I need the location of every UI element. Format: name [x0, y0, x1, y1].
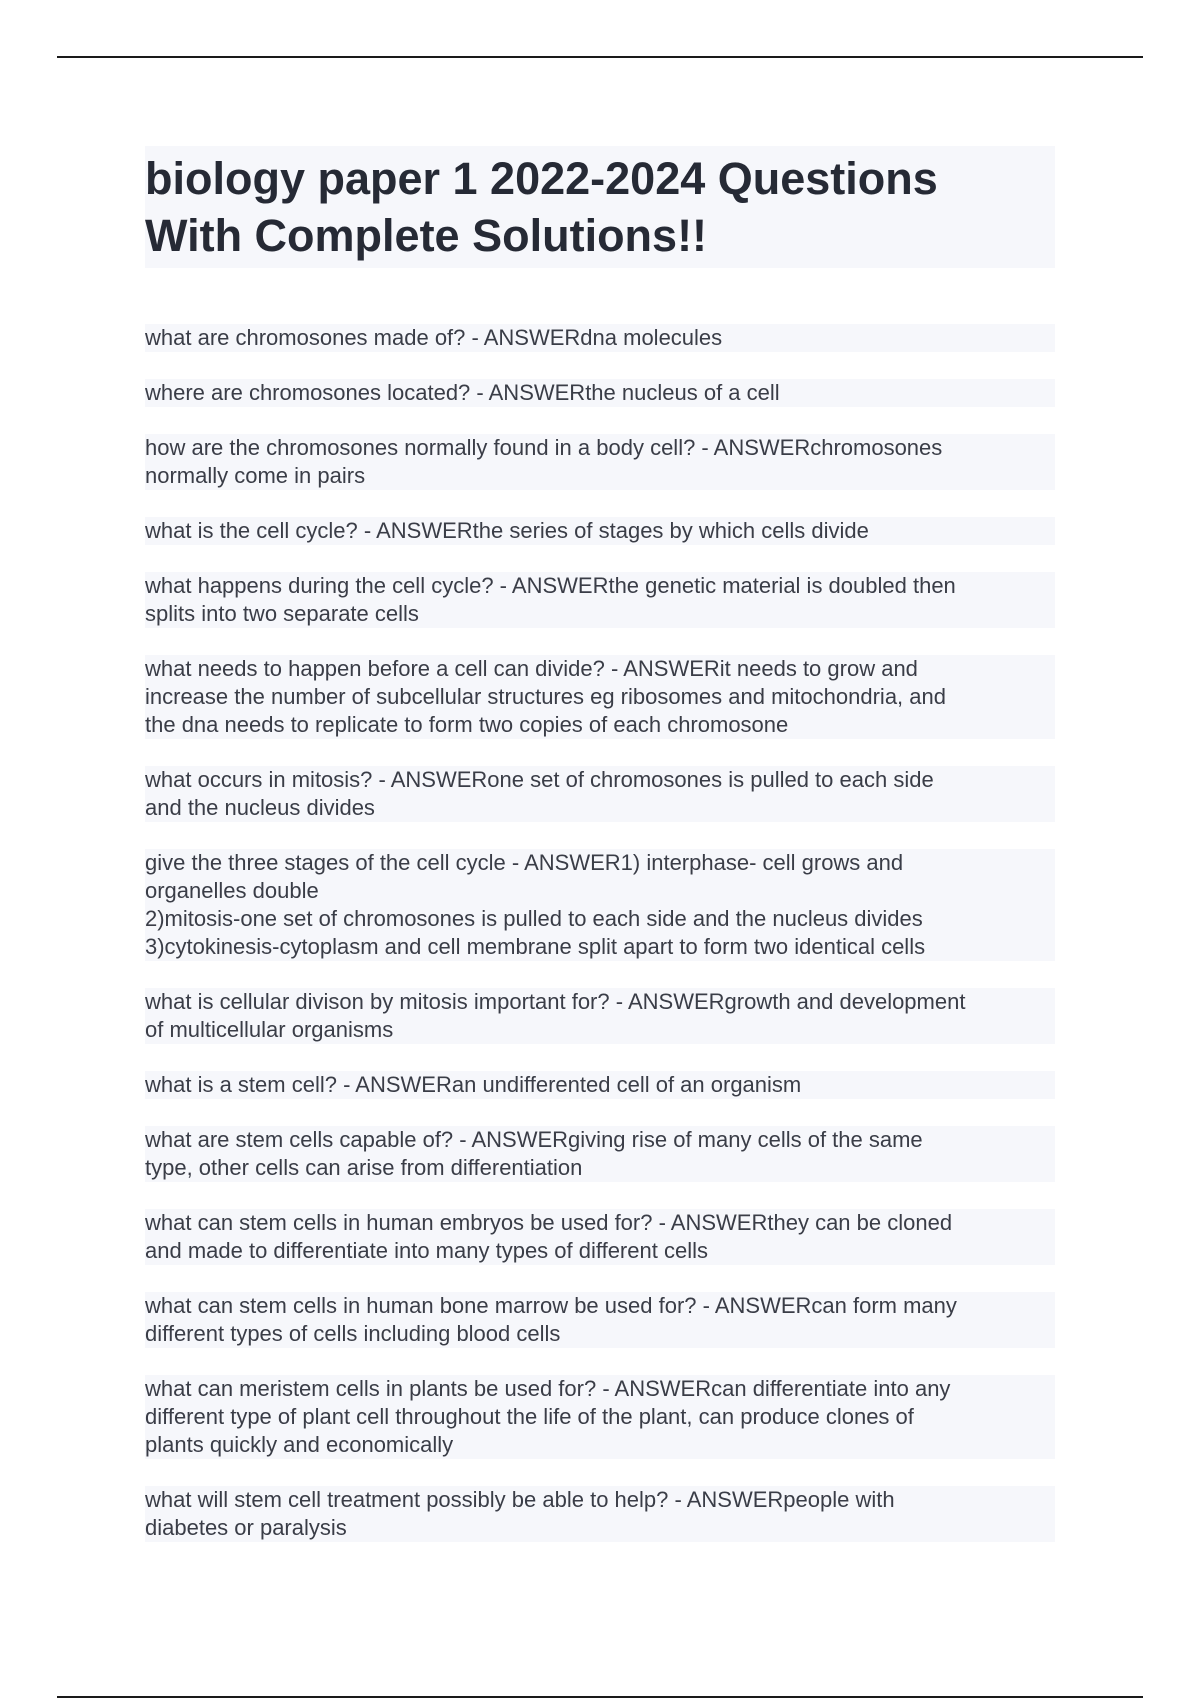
footer-rule — [57, 1696, 1143, 1698]
qa-item — [145, 849, 1055, 961]
qa-line: what is the cell cycle? - ANSWERthe series of stages by which cells divide — [145, 518, 869, 543]
qa-line: what can meristem cells in plants be used for? - ANSWERcan differentiate into any — [145, 1376, 951, 1401]
qa-item — [145, 1486, 1055, 1542]
qa-line: what happens during the cell cycle? - ANSWERthe genetic material is doubled then — [145, 573, 956, 598]
title-line-1: biology paper 1 2022-2024 Questions — [145, 153, 938, 204]
qa-line: different type of plant cell throughout the life of the plant, can produce clones of — [145, 1404, 914, 1429]
qa-line: increase the number of subcellular structures eg ribosomes and mitochondria, and — [145, 684, 946, 709]
qa-line: organelles double — [145, 878, 319, 903]
qa-item — [145, 572, 1055, 628]
qa-line: normally come in pairs — [145, 463, 366, 488]
qa-item — [145, 517, 1055, 545]
qa-item — [145, 324, 1055, 352]
qa-line: and the nucleus divides — [145, 795, 375, 820]
qa-line: type, other cells can arise from differentiation — [145, 1155, 583, 1180]
qa-item — [145, 1126, 1055, 1182]
qa-item — [145, 988, 1055, 1044]
qa-line: what will stem cell treatment possibly be able to help? - ANSWERpeople with — [145, 1487, 895, 1512]
qa-line: what occurs in mitosis? - ANSWERone set of chromosones is pulled to each side — [145, 767, 934, 792]
qa-line: where are chromosones located? - ANSWERthe nucleus of a cell — [145, 380, 780, 405]
qa-line: what is cellular divison by mitosis important for? - ANSWERgrowth and development — [145, 989, 966, 1014]
qa-line: what are stem cells capable of? - ANSWERgiving rise of many cells of the same — [145, 1127, 923, 1152]
qa-list — [145, 324, 1055, 1542]
qa-line: what needs to happen before a cell can divide? - ANSWERit needs to grow and — [145, 656, 918, 681]
qa-item — [145, 766, 1055, 822]
qa-line: splits into two separate cells — [145, 601, 419, 626]
qa-line: give the three stages of the cell cycle - ANSWER1) interphase- cell grows and — [145, 850, 904, 875]
qa-line: different types of cells including blood cells — [145, 1321, 561, 1346]
qa-item — [145, 379, 1055, 407]
header-rule — [57, 56, 1143, 58]
qa-item — [145, 655, 1055, 739]
qa-item — [145, 1375, 1055, 1459]
qa-item — [145, 1209, 1055, 1265]
qa-line: what is a stem cell? - ANSWERan undifferented cell of an organism — [145, 1072, 802, 1097]
page-title — [145, 146, 1055, 268]
qa-item — [145, 434, 1055, 490]
qa-line: 3)cytokinesis-cytoplasm and cell membrane split apart to form two identical cells — [145, 934, 926, 959]
qa-line: what can stem cells in human bone marrow be used for? - ANSWERcan form many — [145, 1293, 957, 1318]
qa-line: plants quickly and economically — [145, 1432, 454, 1457]
qa-line: what are chromosones made of? - ANSWERdna molecules — [145, 325, 723, 350]
qa-item — [145, 1071, 1055, 1099]
document-body — [145, 146, 1055, 1569]
qa-line: the dna needs to replicate to form two copies of each chromosone — [145, 712, 789, 737]
qa-line: what can stem cells in human embryos be used for? - ANSWERthey can be cloned — [145, 1210, 953, 1235]
qa-line: diabetes or paralysis — [145, 1515, 347, 1540]
qa-line: how are the chromosones normally found in a body cell? - ANSWERchromosones — [145, 435, 943, 460]
qa-line: and made to differentiate into many types of different cells — [145, 1238, 708, 1263]
qa-item — [145, 1292, 1055, 1348]
title-line-2: With Complete Solutions!! — [145, 210, 708, 261]
qa-line: 2)mitosis-one set of chromosones is pulled to each side and the nucleus divides — [145, 906, 923, 931]
qa-line: of multicellular organisms — [145, 1017, 394, 1042]
